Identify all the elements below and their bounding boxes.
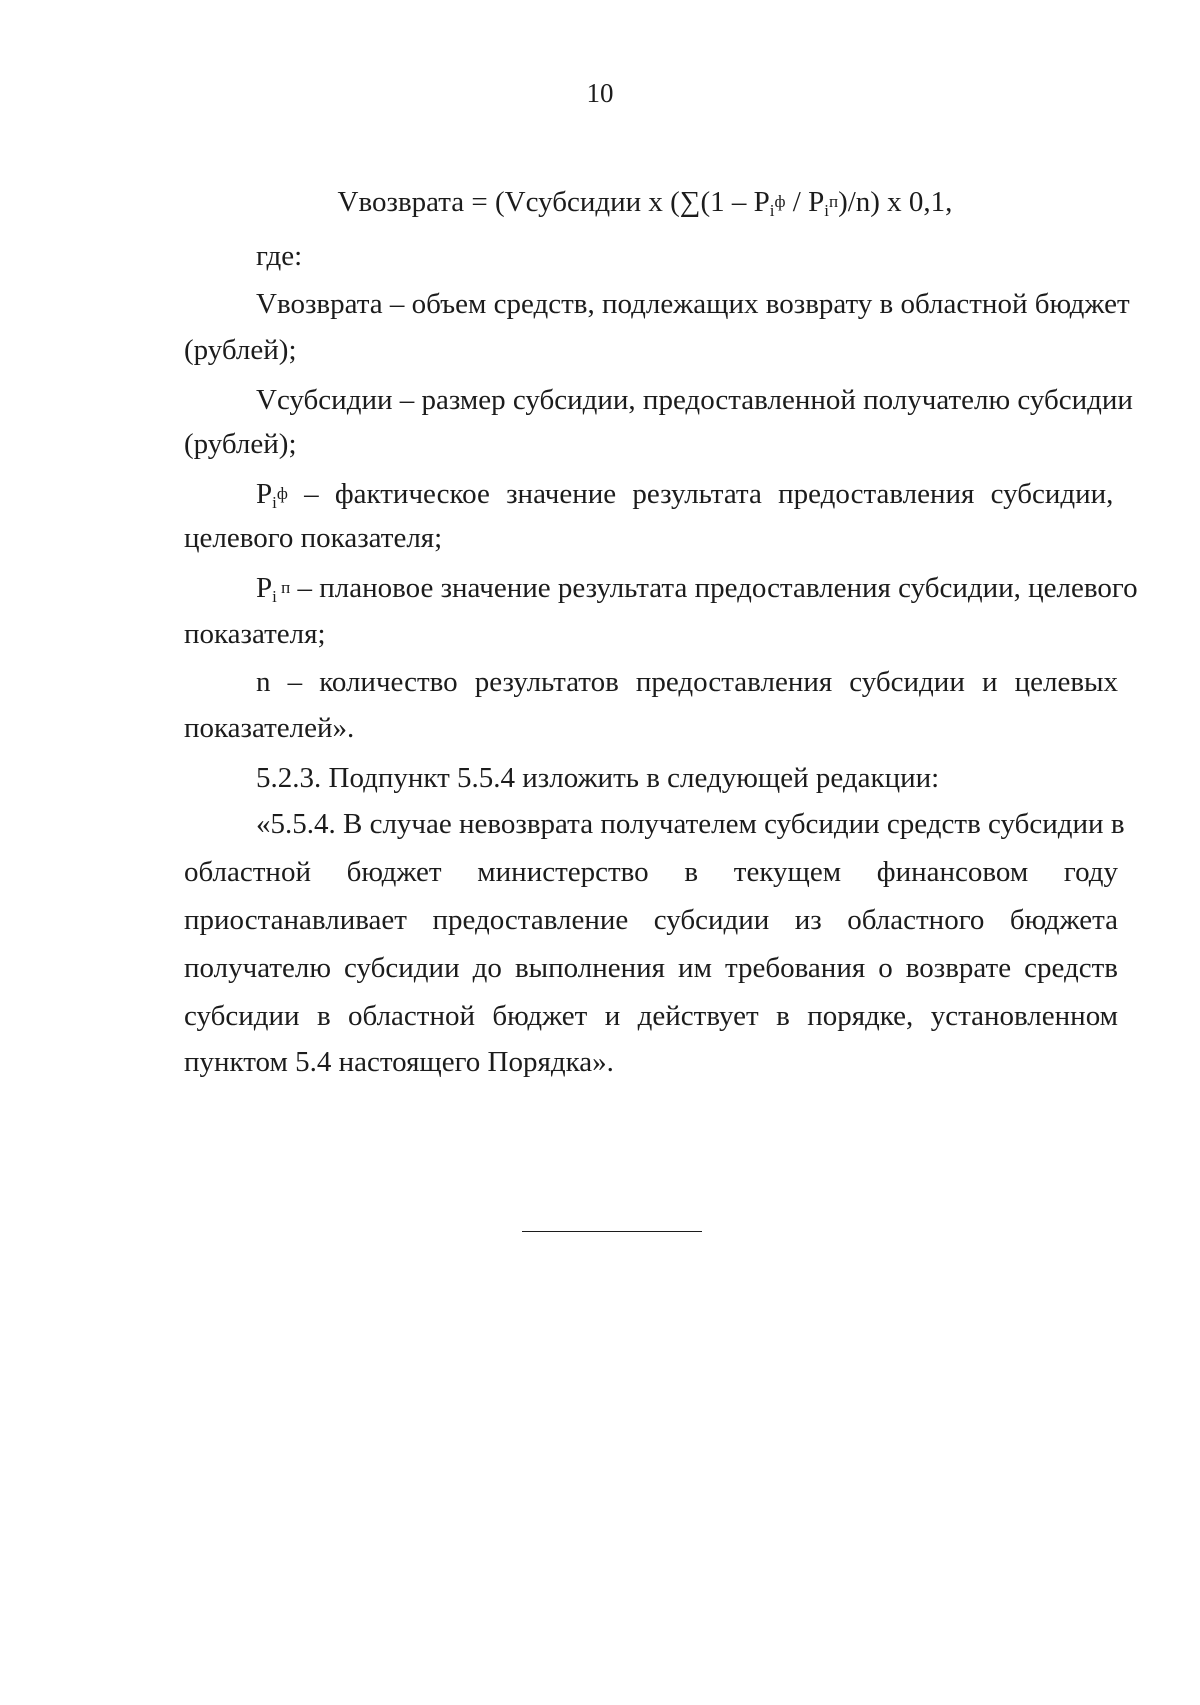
definition-v-return-line1: Vвозврата – объем средств, подлежащих возврату в областной бюджет [256, 288, 1130, 320]
p-plan-sub: i [272, 587, 277, 606]
definition-v-subsidy-line2: (рублей); [184, 428, 297, 460]
closing-rule [522, 1231, 702, 1232]
clause-line-1: «5.5.4. В случае невозврата получателем субсидии средств субсидии в [256, 808, 1125, 840]
clause-header: 5.2.3. Подпункт 5.5.4 изложить в следующей редакции: [256, 762, 940, 794]
page-number: 10 [586, 78, 614, 108]
p-fact-sup: ф [276, 484, 288, 503]
formula [180, 186, 1110, 219]
clause-line-4: получателю субсидии до выполнения им требования о возврате средств [184, 952, 1118, 984]
definition-v-return-line2: (рублей); [184, 334, 297, 366]
formula-fact-sup: ф [774, 192, 786, 211]
formula-slash: / P [785, 186, 825, 218]
p-fact-symbol: P [256, 478, 273, 510]
formula-plan-sub: i [824, 201, 829, 220]
formula-plan-sup: п [828, 192, 839, 211]
p-plan-sup: п [276, 578, 291, 597]
p-fact-description: – фактическое значение результата предоставления субсидии, [287, 478, 1114, 510]
formula-tail: )/n) х 0,1, [838, 186, 953, 218]
definition-n-line1: n – количество результатов предоставления субсидии и целевых [256, 666, 1118, 698]
definition-v-subsidy-line1: Vсубсидии – размер субсидии, предоставленной получателю субсидии [256, 384, 1133, 416]
formula-fact-sub: i [769, 201, 775, 220]
definition-p-plan-line2: показателя; [184, 618, 326, 650]
clause-line-2: областной бюджет министерство в текущем финансовом году [184, 856, 1118, 888]
p-fact-sub: i [272, 493, 277, 512]
p-plan-description: – плановое значение результата предоставления субсидии, целевого [290, 572, 1138, 604]
definition-p-plan-line1 [256, 570, 1138, 610]
p-plan-symbol: P [256, 572, 273, 604]
where-label: где: [256, 240, 303, 272]
formula-lead: Vвозврата = (Vсубсидии х (∑(1 – P [337, 186, 770, 218]
definition-n-line2: показателей». [184, 712, 355, 744]
clause-line-6: пунктом 5.4 настоящего Порядка». [184, 1046, 614, 1078]
clause-line-5: субсидии в областной бюджет и действует в порядке, установленном [184, 1000, 1118, 1032]
clause-line-3: приостанавливает предоставление субсидии из областного бюджета [184, 904, 1118, 936]
definition-p-fact-line2: целевого показателя; [184, 522, 443, 554]
definition-p-fact-line1 [256, 476, 1118, 516]
